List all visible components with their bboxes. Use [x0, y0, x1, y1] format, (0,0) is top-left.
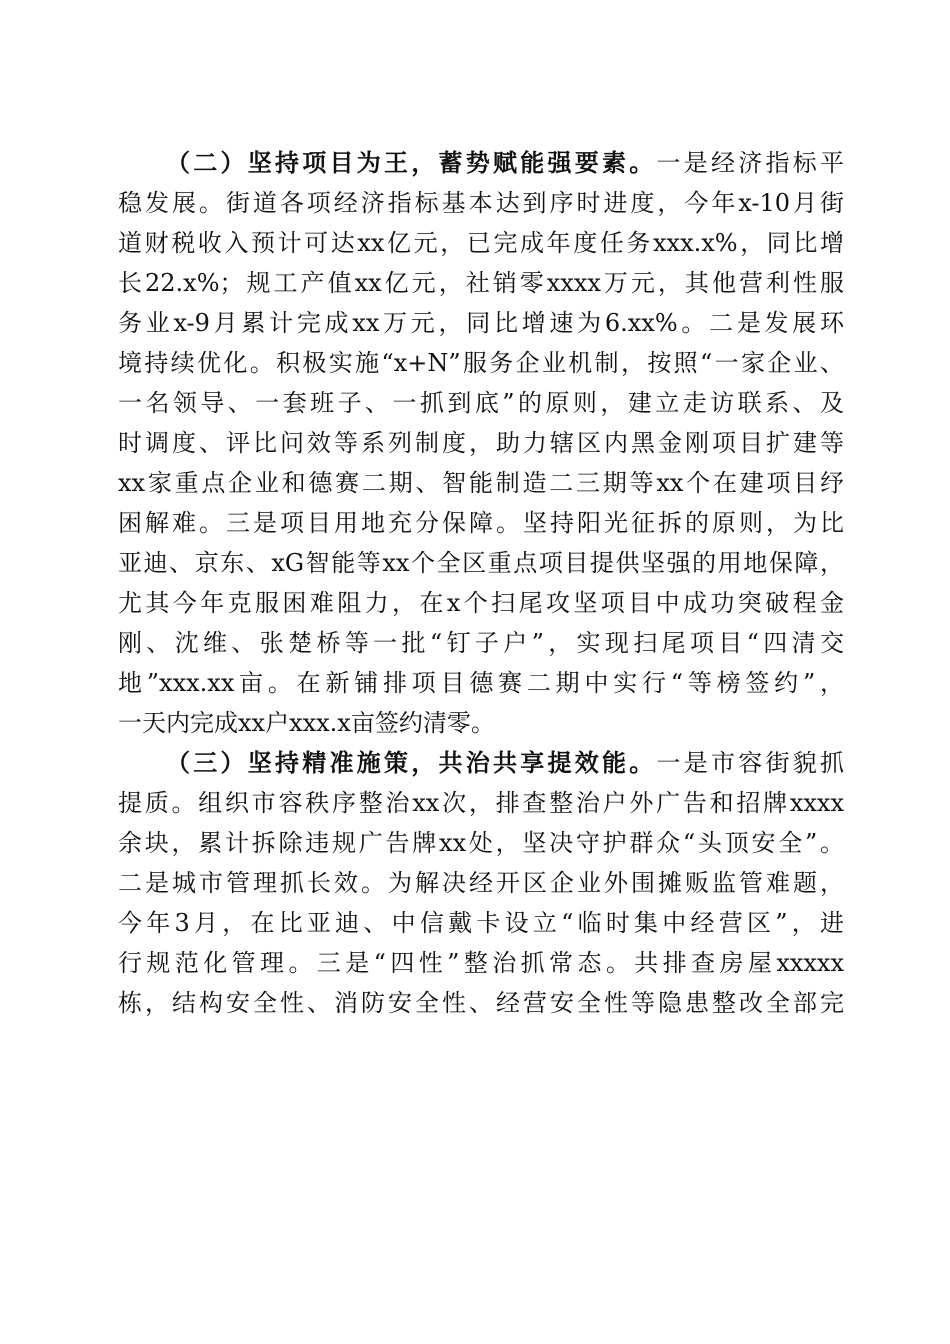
paragraph-governance [118, 743, 844, 1023]
paragraph-line: 栋，结构安全性、消防安全性、经营安全性等隐患整改全部完 [118, 989, 844, 1017]
paragraph-economy [118, 143, 844, 743]
paragraph-line: 困解难。三是项目用地充分保障。坚持阳光征拆的原则，为比 [118, 509, 844, 537]
paragraph-line: 时调度、评比问效等系列制度，助力辖区内黑金刚项目扩建等 [118, 429, 844, 457]
paragraph-line: 行规范化管理。三是“四性”整治抓常态。共排查房屋xxxxx [118, 949, 844, 977]
paragraph-first-line [118, 143, 844, 183]
paragraph-line: 务业x-9月累计完成xx万元，同比增速为6.xx%。二是发展环 [118, 309, 844, 337]
paragraph-line: 境持续优化。积极实施“x+N”服务企业机制，按照“一家企业、 [118, 349, 844, 377]
paragraph-line: 刚、沈维、张楚桥等一批“钉子户”，实现扫尾项目“四清交 [118, 629, 844, 657]
paragraph-line: 今年3月，在比亚迪、中信戴卡设立“临时集中经营区”，进 [118, 909, 844, 937]
paragraph-line: 稳发展。街道各项经济指标基本达到序时进度，今年x-10月街 [118, 189, 844, 217]
paragraph-line: 提质。组织市容秩序整治xx次，排查整治户外广告和招牌xxxx [118, 789, 844, 817]
paragraph-line: 二是城市管理抓长效。为解决经开区企业外围摊贩监管难题， [118, 869, 844, 897]
paragraph-line: 余块，累计拆除违规广告牌xx处，坚决守护群众“头顶安全”。 [118, 829, 844, 857]
paragraph-first-line [118, 743, 844, 783]
paragraph-line: 一名领导、一套班子、一抓到底”的原则，建立走访联系、及 [118, 389, 844, 417]
paragraph-line: xx家重点企业和德赛二期、智能制造二三期等xx个在建项目纾 [118, 469, 844, 497]
paragraph-text: 一是经济指标平 [656, 149, 844, 177]
paragraph-line: 一天内完成xx户xxx.x亩签约清零。 [118, 709, 495, 737]
paragraph-line: 尤其今年克服困难阻力，在x个扫尾攻坚项目中成功突破程金 [118, 589, 844, 617]
paragraph-line: 长22.x%；规工产值xx亿元，社销零xxxx万元，其他营利性服 [118, 269, 844, 297]
document-page [118, 143, 844, 1023]
paragraph-line: 道财税收入预计可达xx亿元，已完成年度任务xxx.x%，同比增 [118, 229, 844, 257]
paragraph-line: 亚迪、京东、xG智能等xx个全区重点项目提供坚强的用地保障， [118, 549, 844, 577]
paragraph-heading: （三）坚持精准施策，共治共享提效能。 [166, 748, 657, 777]
paragraph-heading: （二）坚持项目为王，蓄势赋能强要素。 [166, 148, 657, 177]
paragraph-text: 一是市容街貌抓 [656, 749, 844, 777]
paragraph-line: 地”xxx.xx亩。在新铺排项目德赛二期中实行“等榜签约”， [118, 669, 844, 697]
